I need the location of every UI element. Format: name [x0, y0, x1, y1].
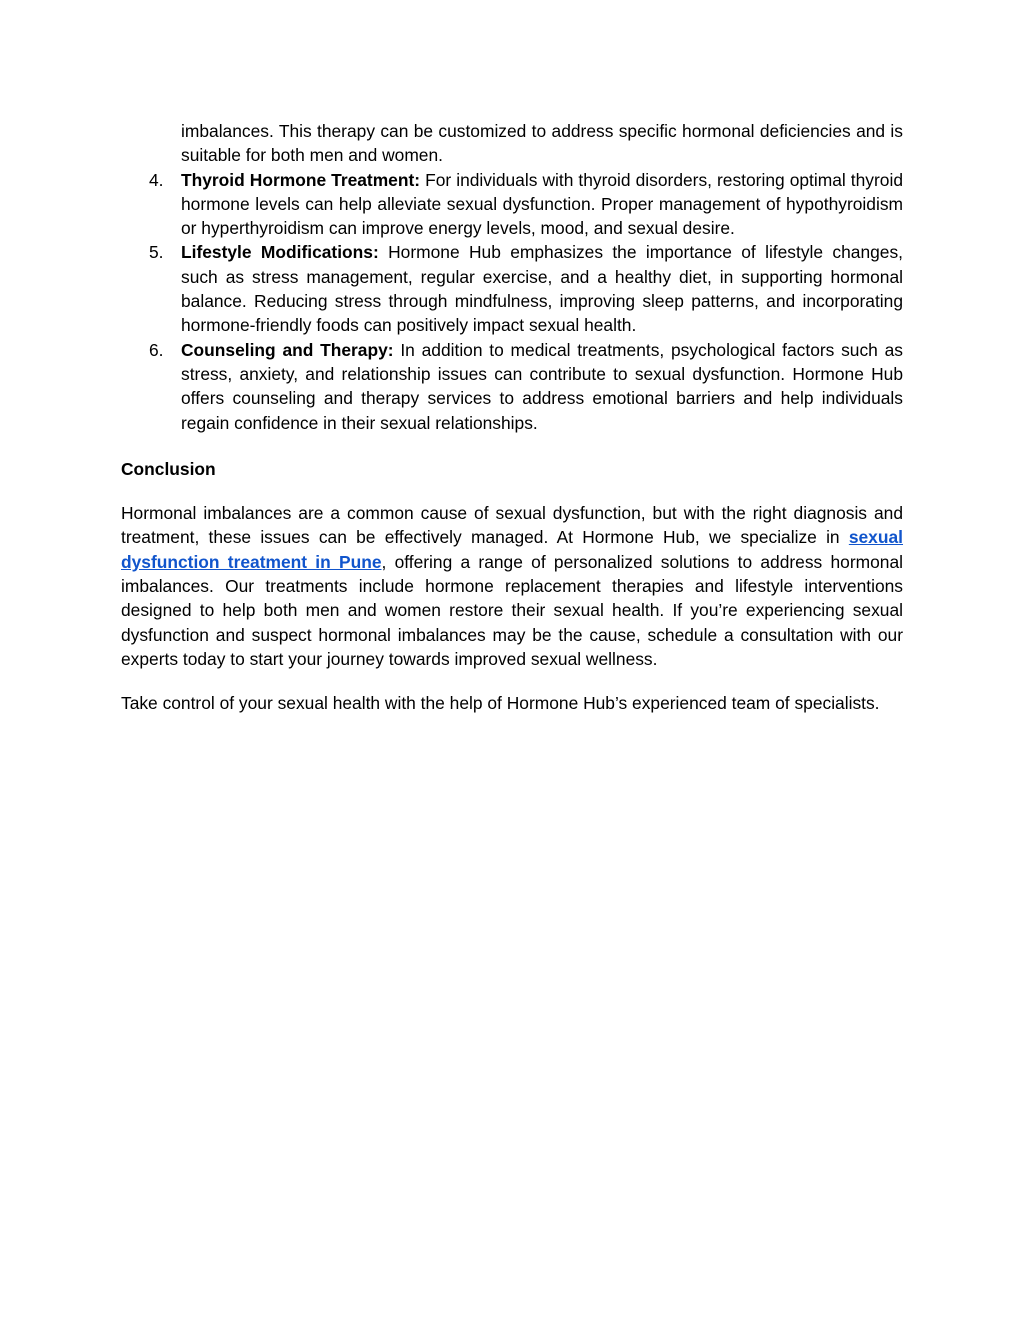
- conclusion-paragraph: [121, 501, 903, 671]
- conclusion-text-end: , offering a range of personalized solutions to address hormonal imbalances. Our treatments include hormone replacement therapies and lifestyle interventions designed to help both men and women restore their sexual health. If you’re experiencing sexual dysfunction and suspect hormonal imbalances may be the cause, schedule a consultation with our experts today to start your journey towards improved sexual wellness.: [121, 551, 903, 669]
- closing-paragraph: Take control of your sexual health with the help of Hormone Hub’s experienced team of specialists.: [121, 693, 880, 714]
- sexual-dysfunction-treatment-link[interactable]: sexual dysfunction treatment in Pune: [121, 527, 903, 572]
- list-item: [121, 168, 903, 241]
- document-body: [121, 119, 903, 716]
- list-item-text: For individuals with thyroid disorders, restoring optimal thyroid hormone levels can help alleviate sexual dysfunction. Proper management of hypothyroidism or hyperthyroidism can improve energy levels, mood, and sexual desire.: [181, 169, 903, 239]
- list-item-title: Lifestyle Modifications:: [181, 242, 379, 263]
- list-item-text: In addition to medical treatments, psychological factors such as stress, anxiety, and relationship issues can contribute to sexual dysfunction. Hormone Hub offers counseling and therapy services to address emotional barriers and help individuals regain confidence in their sexual relationships.: [181, 339, 903, 433]
- list-item-title: Counseling and Therapy:: [181, 339, 394, 360]
- list-item-title: Thyroid Hormone Treatment:: [181, 169, 421, 190]
- list-item-number: 4.: [149, 169, 164, 190]
- conclusion-text-start: Hormonal imbalances are a common cause of sexual dysfunction, but with the right diagnosis and treatment, these issues can be effectively managed. At Hormone Hub, we specialize in: [121, 503, 903, 548]
- treatment-list: [121, 168, 903, 435]
- list-item-number: 6.: [149, 339, 164, 360]
- list-item-number: 5.: [149, 242, 164, 263]
- list-item: [121, 338, 903, 435]
- list-item-continuation: imbalances. This therapy can be customized to address specific hormonal deficiencies and is suitable for both men and women.: [181, 121, 903, 166]
- conclusion-heading: Conclusion: [121, 458, 216, 479]
- list-item-text: Hormone Hub emphasizes the importance of lifestyle changes, such as stress management, regular exercise, and a healthy diet, in supporting hormonal balance. Reducing stress through mindfulness, improving sleep patterns, and incorporating hormone-friendly foods can positively impact sexual health.: [181, 242, 903, 336]
- list-item: [121, 240, 903, 337]
